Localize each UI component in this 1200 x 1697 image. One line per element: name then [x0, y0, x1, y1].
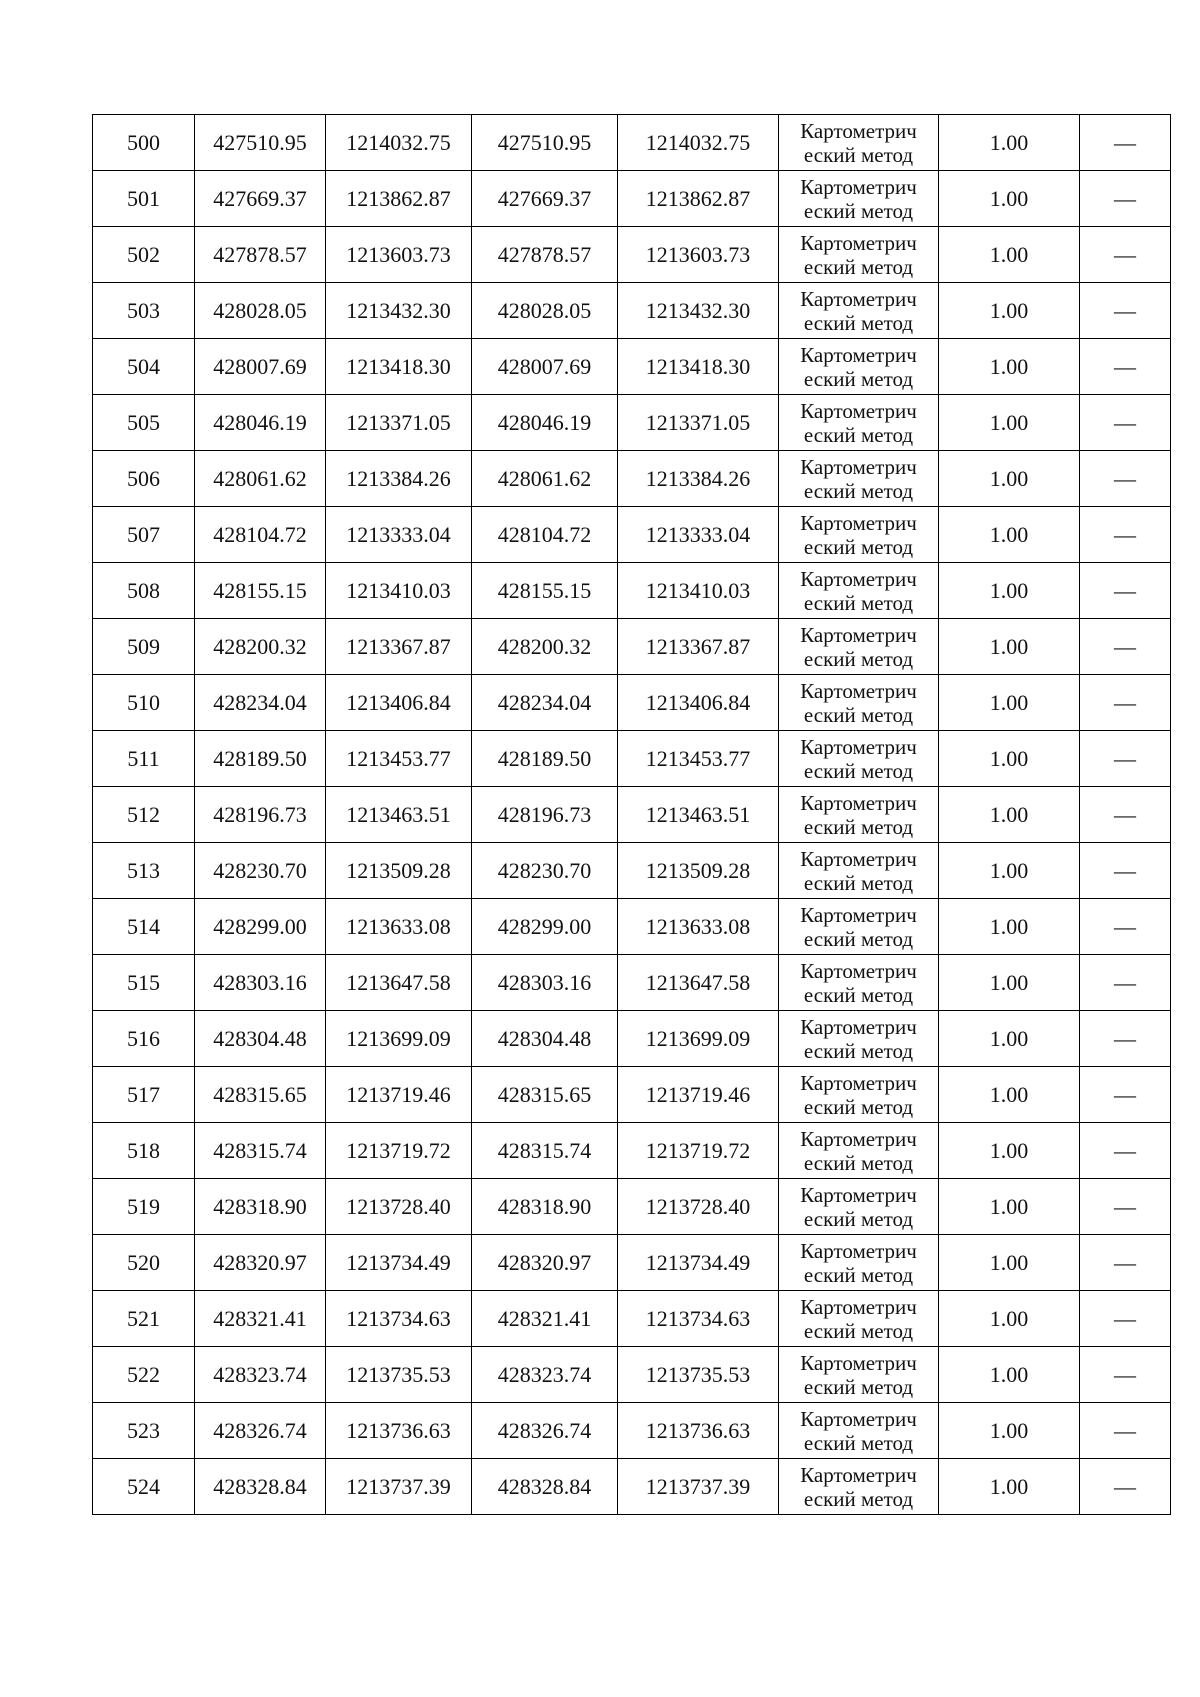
existing-x-cell: 427878.57	[195, 227, 326, 283]
existing-y-cell: 1213463.51	[326, 787, 472, 843]
new-x-cell: 428320.97	[472, 1235, 618, 1291]
note-cell: —	[1080, 619, 1171, 675]
existing-x-cell: 428046.19	[195, 395, 326, 451]
table-row	[93, 1291, 1171, 1347]
new-y-cell: 1213463.51	[618, 787, 779, 843]
table-row	[93, 563, 1171, 619]
existing-x-cell: 428234.04	[195, 675, 326, 731]
accuracy-cell: 1.00	[939, 507, 1080, 563]
table-row	[93, 115, 1171, 171]
new-y-cell: 1213453.77	[618, 731, 779, 787]
table-row	[93, 1179, 1171, 1235]
new-x-cell: 428303.16	[472, 955, 618, 1011]
existing-y-cell: 1213633.08	[326, 899, 472, 955]
existing-x-cell: 427669.37	[195, 171, 326, 227]
existing-x-cell: 428200.32	[195, 619, 326, 675]
accuracy-cell: 1.00	[939, 1179, 1080, 1235]
table-row	[93, 339, 1171, 395]
existing-x-cell: 428189.50	[195, 731, 326, 787]
new-x-cell: 427878.57	[472, 227, 618, 283]
existing-y-cell: 1213862.87	[326, 171, 472, 227]
new-y-cell: 1213333.04	[618, 507, 779, 563]
new-y-cell: 1214032.75	[618, 115, 779, 171]
existing-y-cell: 1213719.46	[326, 1067, 472, 1123]
new-y-cell: 1213384.26	[618, 451, 779, 507]
new-x-cell: 428061.62	[472, 451, 618, 507]
accuracy-cell: 1.00	[939, 1291, 1080, 1347]
new-x-cell: 428104.72	[472, 507, 618, 563]
point-number-cell: 502	[93, 227, 195, 283]
new-x-cell: 428046.19	[472, 395, 618, 451]
table-body	[93, 115, 1171, 1515]
note-cell: —	[1080, 283, 1171, 339]
new-y-cell: 1213367.87	[618, 619, 779, 675]
note-cell: —	[1080, 451, 1171, 507]
note-cell: —	[1080, 1123, 1171, 1179]
new-x-cell: 428028.05	[472, 283, 618, 339]
existing-x-cell: 428315.74	[195, 1123, 326, 1179]
accuracy-cell: 1.00	[939, 451, 1080, 507]
table-row	[93, 507, 1171, 563]
existing-x-cell: 428323.74	[195, 1347, 326, 1403]
note-cell: —	[1080, 955, 1171, 1011]
accuracy-cell: 1.00	[939, 843, 1080, 899]
method-cell: Картометрич еский метод	[779, 563, 939, 619]
method-cell: Картометрич еский метод	[779, 1123, 939, 1179]
table-row	[93, 1403, 1171, 1459]
existing-x-cell: 428299.00	[195, 899, 326, 955]
accuracy-cell: 1.00	[939, 171, 1080, 227]
new-y-cell: 1213418.30	[618, 339, 779, 395]
new-y-cell: 1213719.72	[618, 1123, 779, 1179]
method-cell: Картометрич еский метод	[779, 1067, 939, 1123]
point-number-cell: 522	[93, 1347, 195, 1403]
note-cell: —	[1080, 1011, 1171, 1067]
new-x-cell: 428200.32	[472, 619, 618, 675]
accuracy-cell: 1.00	[939, 1123, 1080, 1179]
table-row	[93, 451, 1171, 507]
existing-x-cell: 428318.90	[195, 1179, 326, 1235]
point-number-cell: 506	[93, 451, 195, 507]
note-cell: —	[1080, 1235, 1171, 1291]
existing-y-cell: 1213406.84	[326, 675, 472, 731]
note-cell: —	[1080, 339, 1171, 395]
existing-y-cell: 1213735.53	[326, 1347, 472, 1403]
table-row	[93, 843, 1171, 899]
method-cell: Картометрич еский метод	[779, 675, 939, 731]
new-y-cell: 1213734.63	[618, 1291, 779, 1347]
new-x-cell: 428299.00	[472, 899, 618, 955]
note-cell: —	[1080, 563, 1171, 619]
table-row	[93, 619, 1171, 675]
method-cell: Картометрич еский метод	[779, 339, 939, 395]
new-y-cell: 1213862.87	[618, 171, 779, 227]
note-cell: —	[1080, 395, 1171, 451]
table-row	[93, 787, 1171, 843]
new-y-cell: 1213735.53	[618, 1347, 779, 1403]
new-x-cell: 428315.65	[472, 1067, 618, 1123]
new-x-cell: 427669.37	[472, 171, 618, 227]
note-cell: —	[1080, 787, 1171, 843]
point-number-cell: 507	[93, 507, 195, 563]
method-cell: Картометрич еский метод	[779, 507, 939, 563]
method-cell: Картометрич еский метод	[779, 899, 939, 955]
method-cell: Картометрич еский метод	[779, 619, 939, 675]
existing-x-cell: 428155.15	[195, 563, 326, 619]
existing-x-cell: 428328.84	[195, 1459, 326, 1515]
note-cell: —	[1080, 731, 1171, 787]
accuracy-cell: 1.00	[939, 955, 1080, 1011]
note-cell: —	[1080, 1067, 1171, 1123]
point-number-cell: 511	[93, 731, 195, 787]
existing-x-cell: 428320.97	[195, 1235, 326, 1291]
new-y-cell: 1213647.58	[618, 955, 779, 1011]
method-cell: Картометрич еский метод	[779, 115, 939, 171]
method-cell: Картометрич еский метод	[779, 787, 939, 843]
new-x-cell: 427510.95	[472, 115, 618, 171]
new-y-cell: 1213736.63	[618, 1403, 779, 1459]
note-cell: —	[1080, 843, 1171, 899]
new-y-cell: 1213737.39	[618, 1459, 779, 1515]
table-row	[93, 1347, 1171, 1403]
method-cell: Картометрич еский метод	[779, 395, 939, 451]
point-number-cell: 517	[93, 1067, 195, 1123]
accuracy-cell: 1.00	[939, 1403, 1080, 1459]
new-x-cell: 428326.74	[472, 1403, 618, 1459]
existing-y-cell: 1213728.40	[326, 1179, 472, 1235]
table-row	[93, 1235, 1171, 1291]
table-row	[93, 1123, 1171, 1179]
new-x-cell: 428189.50	[472, 731, 618, 787]
method-cell: Картометрич еский метод	[779, 1235, 939, 1291]
existing-y-cell: 1213453.77	[326, 731, 472, 787]
table-row	[93, 227, 1171, 283]
table-row	[93, 1011, 1171, 1067]
existing-y-cell: 1214032.75	[326, 115, 472, 171]
new-x-cell: 428304.48	[472, 1011, 618, 1067]
point-number-cell: 513	[93, 843, 195, 899]
existing-y-cell: 1213647.58	[326, 955, 472, 1011]
coordinates-table	[92, 114, 1171, 1515]
existing-y-cell: 1213509.28	[326, 843, 472, 899]
accuracy-cell: 1.00	[939, 563, 1080, 619]
accuracy-cell: 1.00	[939, 1011, 1080, 1067]
point-number-cell: 520	[93, 1235, 195, 1291]
method-cell: Картометрич еский метод	[779, 1011, 939, 1067]
table-row	[93, 675, 1171, 731]
point-number-cell: 510	[93, 675, 195, 731]
accuracy-cell: 1.00	[939, 1347, 1080, 1403]
new-y-cell: 1213410.03	[618, 563, 779, 619]
existing-y-cell: 1213371.05	[326, 395, 472, 451]
note-cell: —	[1080, 115, 1171, 171]
existing-x-cell: 428315.65	[195, 1067, 326, 1123]
point-number-cell: 501	[93, 171, 195, 227]
existing-y-cell: 1213734.63	[326, 1291, 472, 1347]
point-number-cell: 500	[93, 115, 195, 171]
existing-x-cell: 428303.16	[195, 955, 326, 1011]
note-cell: —	[1080, 507, 1171, 563]
existing-x-cell: 428196.73	[195, 787, 326, 843]
point-number-cell: 503	[93, 283, 195, 339]
new-y-cell: 1213509.28	[618, 843, 779, 899]
existing-y-cell: 1213333.04	[326, 507, 472, 563]
new-x-cell: 428328.84	[472, 1459, 618, 1515]
new-x-cell: 428007.69	[472, 339, 618, 395]
accuracy-cell: 1.00	[939, 619, 1080, 675]
existing-x-cell: 428230.70	[195, 843, 326, 899]
accuracy-cell: 1.00	[939, 395, 1080, 451]
point-number-cell: 515	[93, 955, 195, 1011]
existing-y-cell: 1213719.72	[326, 1123, 472, 1179]
existing-y-cell: 1213737.39	[326, 1459, 472, 1515]
existing-x-cell: 428104.72	[195, 507, 326, 563]
existing-y-cell: 1213410.03	[326, 563, 472, 619]
table-row	[93, 171, 1171, 227]
point-number-cell: 523	[93, 1403, 195, 1459]
existing-y-cell: 1213367.87	[326, 619, 472, 675]
note-cell: —	[1080, 171, 1171, 227]
point-number-cell: 512	[93, 787, 195, 843]
new-y-cell: 1213406.84	[618, 675, 779, 731]
table-row	[93, 395, 1171, 451]
method-cell: Картометрич еский метод	[779, 1347, 939, 1403]
point-number-cell: 516	[93, 1011, 195, 1067]
new-x-cell: 428196.73	[472, 787, 618, 843]
note-cell: —	[1080, 1291, 1171, 1347]
note-cell: —	[1080, 675, 1171, 731]
existing-x-cell: 428007.69	[195, 339, 326, 395]
point-number-cell: 521	[93, 1291, 195, 1347]
new-y-cell: 1213371.05	[618, 395, 779, 451]
point-number-cell: 514	[93, 899, 195, 955]
point-number-cell: 524	[93, 1459, 195, 1515]
point-number-cell: 519	[93, 1179, 195, 1235]
method-cell: Картометрич еский метод	[779, 1403, 939, 1459]
table-row	[93, 1459, 1171, 1515]
existing-x-cell: 428028.05	[195, 283, 326, 339]
existing-y-cell: 1213603.73	[326, 227, 472, 283]
existing-y-cell: 1213432.30	[326, 283, 472, 339]
accuracy-cell: 1.00	[939, 1067, 1080, 1123]
existing-y-cell: 1213699.09	[326, 1011, 472, 1067]
new-y-cell: 1213699.09	[618, 1011, 779, 1067]
accuracy-cell: 1.00	[939, 731, 1080, 787]
existing-y-cell: 1213384.26	[326, 451, 472, 507]
method-cell: Картометрич еский метод	[779, 451, 939, 507]
note-cell: —	[1080, 899, 1171, 955]
new-x-cell: 428315.74	[472, 1123, 618, 1179]
accuracy-cell: 1.00	[939, 1235, 1080, 1291]
existing-x-cell: 428304.48	[195, 1011, 326, 1067]
note-cell: —	[1080, 1403, 1171, 1459]
table-row	[93, 955, 1171, 1011]
point-number-cell: 508	[93, 563, 195, 619]
method-cell: Картометрич еский метод	[779, 283, 939, 339]
existing-x-cell: 427510.95	[195, 115, 326, 171]
accuracy-cell: 1.00	[939, 339, 1080, 395]
new-y-cell: 1213432.30	[618, 283, 779, 339]
method-cell: Картометрич еский метод	[779, 955, 939, 1011]
method-cell: Картометрич еский метод	[779, 731, 939, 787]
note-cell: —	[1080, 1459, 1171, 1515]
new-y-cell: 1213603.73	[618, 227, 779, 283]
new-x-cell: 428234.04	[472, 675, 618, 731]
table-row	[93, 1067, 1171, 1123]
existing-y-cell: 1213734.49	[326, 1235, 472, 1291]
new-x-cell: 428230.70	[472, 843, 618, 899]
method-cell: Картометрич еский метод	[779, 227, 939, 283]
table-row	[93, 283, 1171, 339]
accuracy-cell: 1.00	[939, 787, 1080, 843]
point-number-cell: 504	[93, 339, 195, 395]
point-number-cell: 518	[93, 1123, 195, 1179]
new-x-cell: 428321.41	[472, 1291, 618, 1347]
accuracy-cell: 1.00	[939, 675, 1080, 731]
new-y-cell: 1213728.40	[618, 1179, 779, 1235]
table-row	[93, 731, 1171, 787]
point-number-cell: 505	[93, 395, 195, 451]
method-cell: Картометрич еский метод	[779, 843, 939, 899]
new-x-cell: 428323.74	[472, 1347, 618, 1403]
new-y-cell: 1213719.46	[618, 1067, 779, 1123]
existing-y-cell: 1213736.63	[326, 1403, 472, 1459]
new-x-cell: 428155.15	[472, 563, 618, 619]
existing-x-cell: 428326.74	[195, 1403, 326, 1459]
accuracy-cell: 1.00	[939, 1459, 1080, 1515]
point-number-cell: 509	[93, 619, 195, 675]
accuracy-cell: 1.00	[939, 899, 1080, 955]
existing-y-cell: 1213418.30	[326, 339, 472, 395]
note-cell: —	[1080, 1179, 1171, 1235]
accuracy-cell: 1.00	[939, 115, 1080, 171]
method-cell: Картометрич еский метод	[779, 1291, 939, 1347]
accuracy-cell: 1.00	[939, 283, 1080, 339]
accuracy-cell: 1.00	[939, 227, 1080, 283]
existing-x-cell: 428061.62	[195, 451, 326, 507]
method-cell: Картометрич еский метод	[779, 1179, 939, 1235]
note-cell: —	[1080, 1347, 1171, 1403]
new-x-cell: 428318.90	[472, 1179, 618, 1235]
new-y-cell: 1213734.49	[618, 1235, 779, 1291]
existing-x-cell: 428321.41	[195, 1291, 326, 1347]
note-cell: —	[1080, 227, 1171, 283]
new-y-cell: 1213633.08	[618, 899, 779, 955]
table-row	[93, 899, 1171, 955]
method-cell: Картометрич еский метод	[779, 171, 939, 227]
method-cell: Картометрич еский метод	[779, 1459, 939, 1515]
